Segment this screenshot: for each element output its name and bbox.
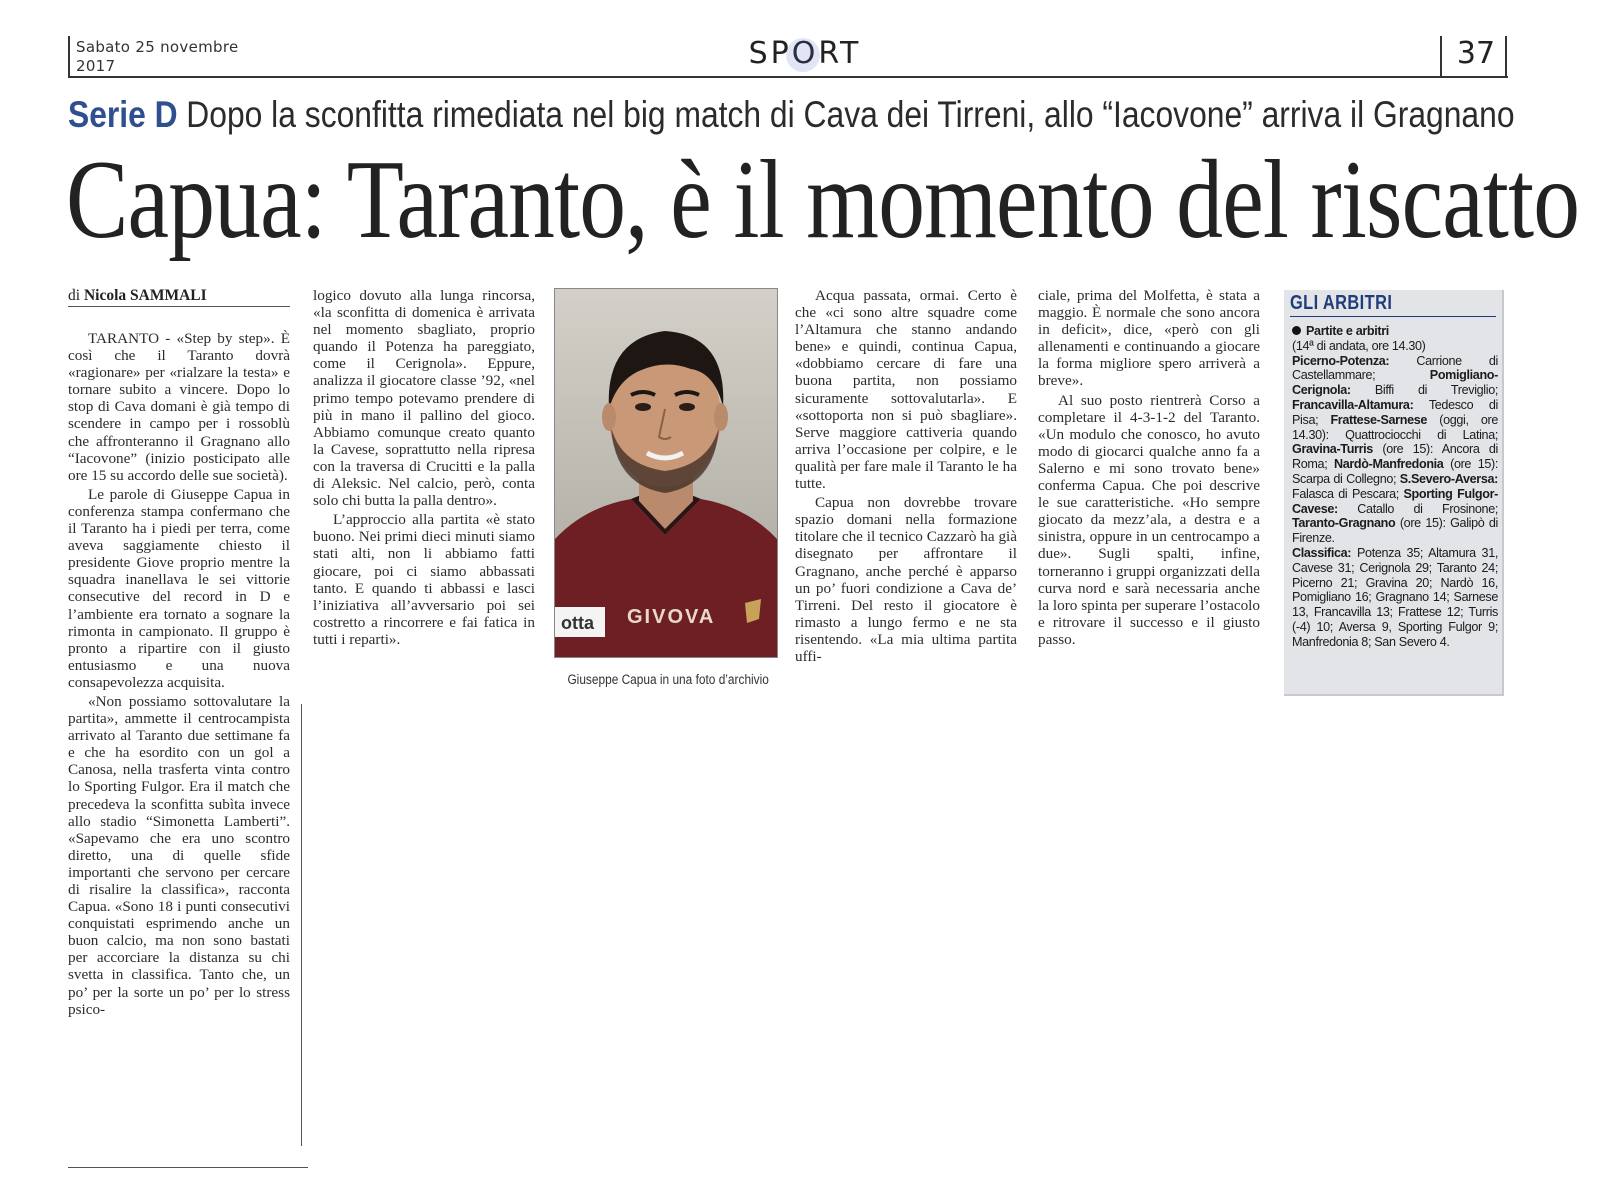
article-column-5 xyxy=(1038,287,1260,648)
article-column-4 xyxy=(795,287,1017,665)
match-teams: Picerno-Potenza: xyxy=(1292,353,1390,368)
jersey-logo: GIVOVA xyxy=(627,606,716,628)
kicker-tag: Serie D xyxy=(68,94,178,135)
match-teams: Sporting Fulgor-Cavese: xyxy=(1292,486,1498,516)
referees-box-body xyxy=(1292,324,1498,650)
player-photo xyxy=(554,288,778,658)
match-referee: (ore 15): Ancora di Roma; xyxy=(1292,442,1498,472)
paragraph: Capua non dovrebbe trovare spazio domani nella formazione titolare che il tecnico Cazzarò ha già disegnato per affrontare il Gragnano, anche perché è apparso un po’ fuori condizione a Cava de’ Tirreni. Del resto il giocatore è rimasto a lungo fermo e ne sta risentendo. «La mia ultima partita uffi- xyxy=(795,494,1017,665)
paragraph: L’approccio alla partita «è stato buono. Nei primi dieci minuti siamo stati alti, non li abbiamo fatti giocare, poi ci siamo abbassati tanto. E quando ti abbassi e lasci l’iniziativa all’avversario poi sei costretto a rincorrere e fai fatica in tutti i reparti». xyxy=(313,511,535,648)
paragraph: Al suo posto rientrerà Corso a completare il 4-3-1-2 del Taranto. «Un modulo che conosco, ho avuto modo di giocarci qualche anno fa a Salerno e mi sono trovato bene» conferma Capua. Che poi descrive le sue caratteristiche. «Ho sempre giocato da mezz’ala, a destra e a sinistra, oppure in un centrocampo a due». Sugli spalti, infine, torneranno i gruppi organizzati della curva nord e sarà necessaria anche la loro spinta per superare l’ostacolo e ritrovare il successo e il giusto passo. xyxy=(1038,391,1260,648)
column-divider xyxy=(301,704,302,1146)
match-referee: Tedesco di Pisa; xyxy=(1292,397,1498,427)
section-p: P xyxy=(770,36,792,71)
paragraph: Le parole di Giuseppe Capua in conferenza stampa confermano che il Taranto ha i piedi per terra, come aveva saggiamente chiesto il presidente Giove proprio mentre la squadra inanellava le sei vittorie consecutive del record in D e l’ambiente era tornato a sognare la rimonta in campionato. Il gruppo è pronto a ripartire con il giusto entusiasmo e una nuova consapevolezza acquisita. xyxy=(68,485,290,691)
jersey-sponsor: otta xyxy=(561,613,594,633)
match-teams: Pomigliano-Cerignola: xyxy=(1292,368,1498,398)
bullet-icon xyxy=(1292,326,1301,335)
paragraph: logico dovuto alla lunga rincorsa, «la sconfitta di domenica è arrivata nel momento sbagliato, proprio quando il Potenza ha pareggiato, come il Cerignola». Eppure, analizza il giocatore classe ’92, «nel primo tempo potevamo prendere di più in mano il pallino del gioco. Abbiamo comunque creato quanto la Cavese, soprattutto nella ripresa con la traversa di Crucitti e la palla di Aleksic. Nel calcio, però, conta solo chi butta la palla dentro». xyxy=(313,287,535,510)
match-referee: (oggi, ore 14.30): Quattrociocchi di Latina; xyxy=(1292,412,1498,442)
photo-caption: Giuseppe Capua in una foto d’archivio xyxy=(567,672,769,687)
referees-box xyxy=(1284,290,1504,696)
referees-subheading: (14ª di andata, ore 14.30) xyxy=(1292,338,1426,353)
standings xyxy=(1292,546,1498,650)
match-teams: Gravina-Turris xyxy=(1292,442,1373,457)
header-rule xyxy=(68,76,1508,78)
match-teams: Francavilla-Altamura: xyxy=(1292,397,1414,412)
byline-author: Nicola SAMMALI xyxy=(83,287,207,304)
header-right-bar-outer xyxy=(1505,36,1507,78)
kicker xyxy=(68,92,1515,138)
match-referee: Carrione di Castellammare; xyxy=(1292,353,1499,383)
referees-heading: Partite e arbitri xyxy=(1292,324,1498,339)
match-referee: (ore 15): Scarpa di Collegno; xyxy=(1292,457,1499,486)
bottom-rule xyxy=(68,1167,308,1168)
header-left-bar xyxy=(68,36,70,78)
referees-list xyxy=(1292,354,1498,546)
section-name xyxy=(730,36,880,71)
paragraph: «Non possiamo sottovalutare la partita», ammette il centrocampista arrivato al Taranto due settimane fa e che ha esordito con un gol a Canosa, nella trasferta vinta contro lo Sporting Fulgor. Era il match che precedeva la sconfitta subìta invece allo stadio “Simonetta Lamberti”. «Sapevamo che era uno scontro diretto, una di quelle sfide importanti che servono per cercare di risalire la classifica», racconta Capua. «Sono 18 i punti consecutivi conquistati esprimendo anche un buon calcio, ma non sono bastati per accorciare la distanza su chi svetta in classifica. Tanto che, un po’ per la sorte un po’ per lo stress psico- xyxy=(68,692,290,1018)
player-portrait-svg xyxy=(555,289,777,657)
section-rt: RT xyxy=(818,36,862,71)
paragraph: Acqua passata, ormai. Certo è che «ci sono altre squadre come l’Altamura che stanno andando bene» e quindi, continua Capua, «dobbiamo cercare di fare una buona partita, non possiamo sicuramente sottovalutarla». E «sottoporta non si può sbagliare». Serve maggiore cattiveria quando arriva l’occasione per colpire, e le qualità per fare male il Taranto le ha tutte. xyxy=(795,287,1017,493)
match-referee: Biffi di Treviglio; xyxy=(1374,383,1499,398)
referees-box-rule xyxy=(1290,316,1496,317)
match-referee: Falasca di Pescara; xyxy=(1292,486,1399,501)
issue-date-line2: 2017 xyxy=(76,57,116,75)
article-column-2 xyxy=(313,287,535,648)
issue-date xyxy=(76,38,306,76)
match-referee: (ore 15): Galipò di Firenze. xyxy=(1292,516,1498,546)
match-teams: Nardò-Manfredonia xyxy=(1333,457,1444,472)
kicker-text: Dopo la sconfitta rimediata nel big match di Cava dei Tirreni, allo “Iacovone” arriva il Gragnano xyxy=(186,94,1515,135)
byline-prefix: di xyxy=(68,287,81,304)
match-referee: Catallo di Frosinone; xyxy=(1357,501,1499,516)
byline-rule xyxy=(68,306,290,307)
byline xyxy=(68,287,290,305)
standings-label: Classifica: xyxy=(1292,545,1352,560)
page-number: 37 xyxy=(1456,36,1496,71)
match-teams: Taranto-Gragnano xyxy=(1292,516,1396,531)
headline: Capua: Taranto, è il momento del riscatto xyxy=(66,138,1580,262)
header-right-bar xyxy=(1440,36,1442,78)
section-s: S xyxy=(748,36,771,71)
article-column-1 xyxy=(68,330,290,1018)
issue-date-line1: Sabato 25 novembre xyxy=(76,38,239,56)
paragraph: ciale, prima del Molfetta, è stata a maggio. È normale che sono ancora in deficit», dice, «però con gli allenamenti e continuando a giocare la forma migliore spero arriverà a breve». xyxy=(1038,287,1260,390)
section-o: O xyxy=(791,36,819,71)
match-teams: S.Severo-Aversa: xyxy=(1399,471,1498,486)
referees-box-title: GLI ARBITRI xyxy=(1290,292,1393,314)
standings-text: Potenza 35; Altamura 31, Cavese 31; Cerignola 29; Taranto 24; Picerno 21; Gravina 20; Nardò 16, Pomigliano 16; Gragnano 14; Sarnese 13, Francavilla 13; Frattese 12; Turris (-4) 10; Aversa 9, Sporting Fulgor 9; Manfredonia 8; San Severo 4. xyxy=(1292,545,1498,649)
paragraph: TARANTO - «Step by step». È così che il Taranto dovrà «ragionare» per «rialzare la testa» e tornare subito a vincere. Dopo lo stop di Cava domani è già tempo di scendere in campo per i rossoblù che affronteranno il Gragnano allo “Iacovone” (inizio posticipato alle ore 15 su accordo delle sue società). xyxy=(68,330,290,484)
match-teams: Frattese-Sarnese xyxy=(1330,412,1428,427)
